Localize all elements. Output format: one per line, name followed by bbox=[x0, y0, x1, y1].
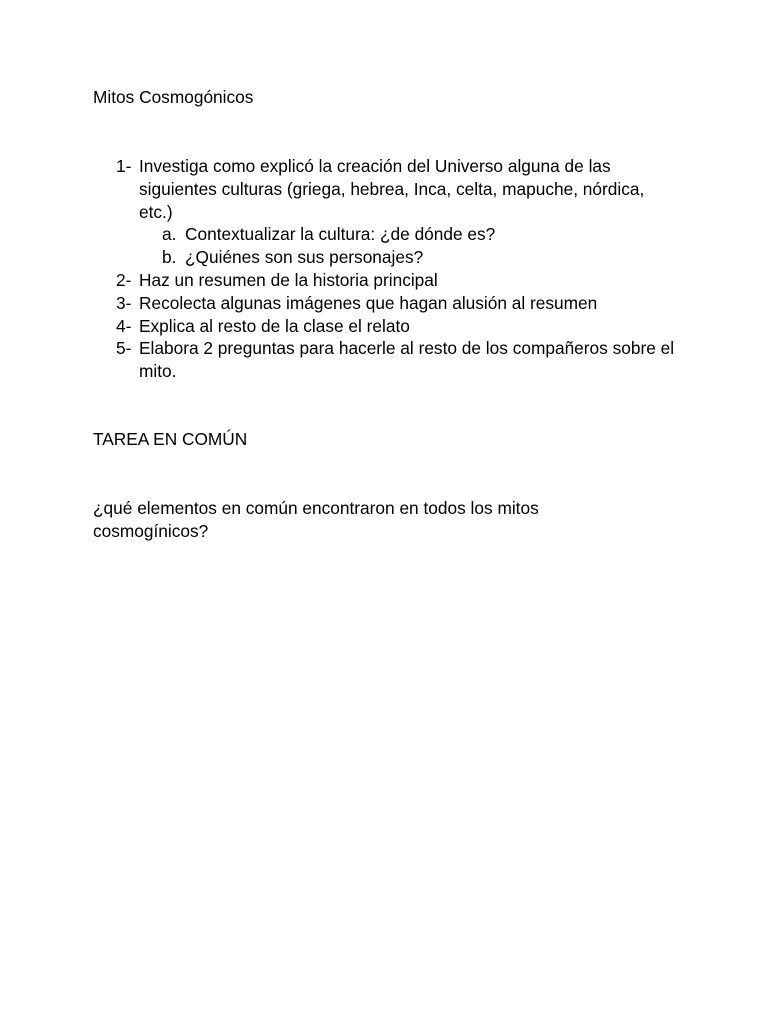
list-item-text: Elabora 2 preguntas para hacerle al resto de los compañeros sobre el mito. bbox=[139, 338, 675, 382]
list-item-text: Recolecta algunas imágenes que hagan alusión al resumen bbox=[139, 292, 598, 313]
list-number: 4- bbox=[116, 315, 132, 336]
section-title: TAREA EN COMÚN bbox=[93, 429, 248, 449]
sub-item-b bbox=[116, 246, 676, 269]
sub-item-letter: b. bbox=[162, 247, 177, 268]
list-number: 3- bbox=[116, 292, 132, 313]
sub-item-text: Contextualizar la cultura: ¿de dónde es? bbox=[185, 224, 496, 245]
list-number: 2- bbox=[116, 269, 132, 290]
sub-item-a bbox=[116, 223, 676, 246]
list-number: 1- bbox=[116, 156, 132, 176]
sub-item-text: ¿Quiénes son sus personajes? bbox=[185, 247, 424, 268]
list-item-text: Haz un resumen de la historia principal bbox=[139, 269, 438, 290]
list-item-2 bbox=[116, 269, 676, 292]
list-item-text: Investiga como explicó la creación del Universo alguna de las siguientes culturas (griega, hebrea, Inca, celta, mapuche, nórdica, etc.) bbox=[139, 156, 645, 222]
list-item-text: Explica al resto de la clase el relato bbox=[139, 315, 410, 336]
list-number: 5- bbox=[116, 338, 132, 359]
document-title: Mitos Cosmogónicos bbox=[93, 87, 254, 107]
list-item-4 bbox=[116, 315, 676, 338]
list-item-5 bbox=[116, 337, 676, 383]
question-text: ¿qué elementos en común encontraron en todos los mitos cosmogínicos? bbox=[93, 498, 539, 541]
list-item-3 bbox=[116, 292, 676, 315]
instructions-list bbox=[116, 155, 676, 383]
sub-item-letter: a. bbox=[162, 224, 177, 245]
list-item-1 bbox=[116, 155, 676, 223]
